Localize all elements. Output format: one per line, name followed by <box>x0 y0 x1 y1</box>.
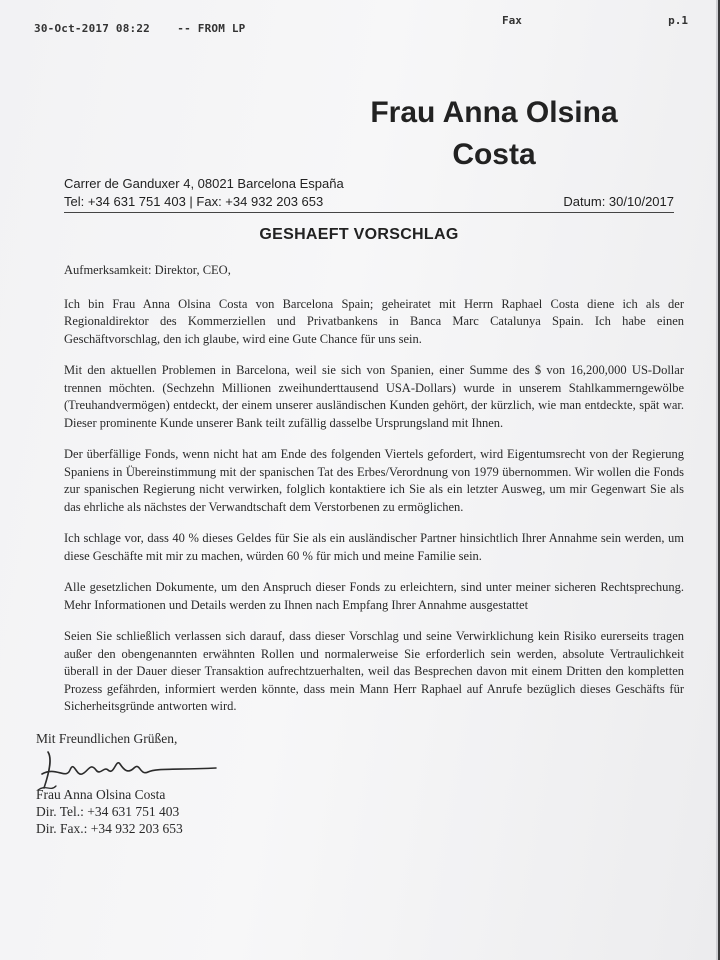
paragraph: Alle gesetzlichen Dokumente, um den Anspruch dieser Fonds zu erleichtern, sind unter meiner sicheren Rechtsprechung. Mehr Informationen und Details werden zu Ihnen nach Empfang Ihrer Annahme ausgestattet <box>64 580 684 612</box>
signer-tel: Dir. Tel.: +34 631 751 403 <box>36 804 180 819</box>
signer-name: Frau Anna Olsina Costa <box>36 787 166 802</box>
sender-name-line2: Costa <box>452 138 536 171</box>
paragraph: Ich bin Frau Anna Olsina Costa von Barcelona Spain; geheiratet mit Herrn Raphael Costa diene ich als der Regionaldirektor des Kommerziellen und Privatbankens in Banca Marc Catalunya Spain. Ich habe einen Geschäftvorschlag, den ich glaube, wird eine Gute Chance für uns sein. <box>64 296 684 346</box>
contact-phone-fax: Tel: +34 631 751 403 | Fax: +34 932 203 653 <box>64 194 324 209</box>
sender-address: Carrer de Ganduxer 4, 08021 Barcelona España <box>64 176 344 191</box>
letter-title: GESHAEFT VORSCHLAG <box>259 226 459 243</box>
paragraph: Mit den aktuellen Problemen in Barcelona, weil sie sich von Spanien, einer Summe des $ von 16,200,000 US-Dollar trennen möchten. (Sechzehn Millionen zweihunderttausend USA-Dollars) wurde in unserem Stahlkammerngewölbe (Treuhandvermögen) entdeckt, der einem unserer ausländischen Kunden gehört, der kürzlich, wie man entdeckte, spät war. Dieser prominente Kunde unserer Bank teilt zufällig dasselbe Ursprungsland mit Ihnen. <box>64 363 684 430</box>
paragraph: Seien Sie schließlich verlassen sich darauf, dass dieser Vorschlag und seine Verwirklichung kein Risiko eurerseits tragen außer den obengenannten erwähnten Rollen und normalerweise Sie erforderlich sein werden, absolute Vertraulichkeit überall in der Dauer dieser Transaktion aufrechtzuerhalten, weil das Besprechen davon mit einem Dritten den kompletten Prozess gefährden, informiert werden könnte, dass mein Mann Herr Raphael auf Anrufe bezüglich dieses Geschäfts für Sicherheitsgründe antworten wird. <box>64 629 684 713</box>
page-number: p.1 <box>668 14 688 27</box>
paragraph: Ich schlage vor, dass 40 % dieses Geldes für Sie als ein ausländischer Partner hinsichtlich Ihrer Annahme sein werden, um diese Geschäfte mit mir zu machen, würden 60 % für mich und meine Familie sein. <box>64 531 684 563</box>
closing-phrase: Mit Freundlichen Grüßen, <box>36 731 178 746</box>
letter-date: Datum: 30/10/2017 <box>563 194 674 209</box>
fax-timestamp <box>34 22 246 35</box>
letter-body <box>64 262 684 730</box>
paragraph: Der überfällige Fonds, wenn nicht hat am Ende des folgenden Viertels gefordert, wird Eigentumsrecht von der Regierung Spaniens in Übereinstimmung mit der spanischen Tat des Erbes/Verordnung von 1979 übernommen. Wir wollen die Fonds zur spanischen Regierung nicht verwirken, folglich kontaktiere ich Sie als ein letzter Ausweg, um mir Gegenwart Sie als das ehrliche als nächstes der Verwandtschaft dem Verstorbenen zu ermöglichen. <box>64 447 684 514</box>
greeting: Aufmerksamkeit: Direktor, CEO, <box>64 263 231 277</box>
contact-line <box>64 194 674 213</box>
signature-details <box>36 786 183 837</box>
fax-label: Fax <box>502 14 522 27</box>
sender-name <box>334 92 654 176</box>
fax-from: -- FROM LP <box>177 22 246 35</box>
sender-name-line1: Frau Anna Olsina <box>370 96 618 129</box>
signer-fax: Dir. Fax.: +34 932 203 653 <box>36 821 183 836</box>
fax-timestamp-text: 30-Oct-2017 08:22 <box>34 22 150 35</box>
